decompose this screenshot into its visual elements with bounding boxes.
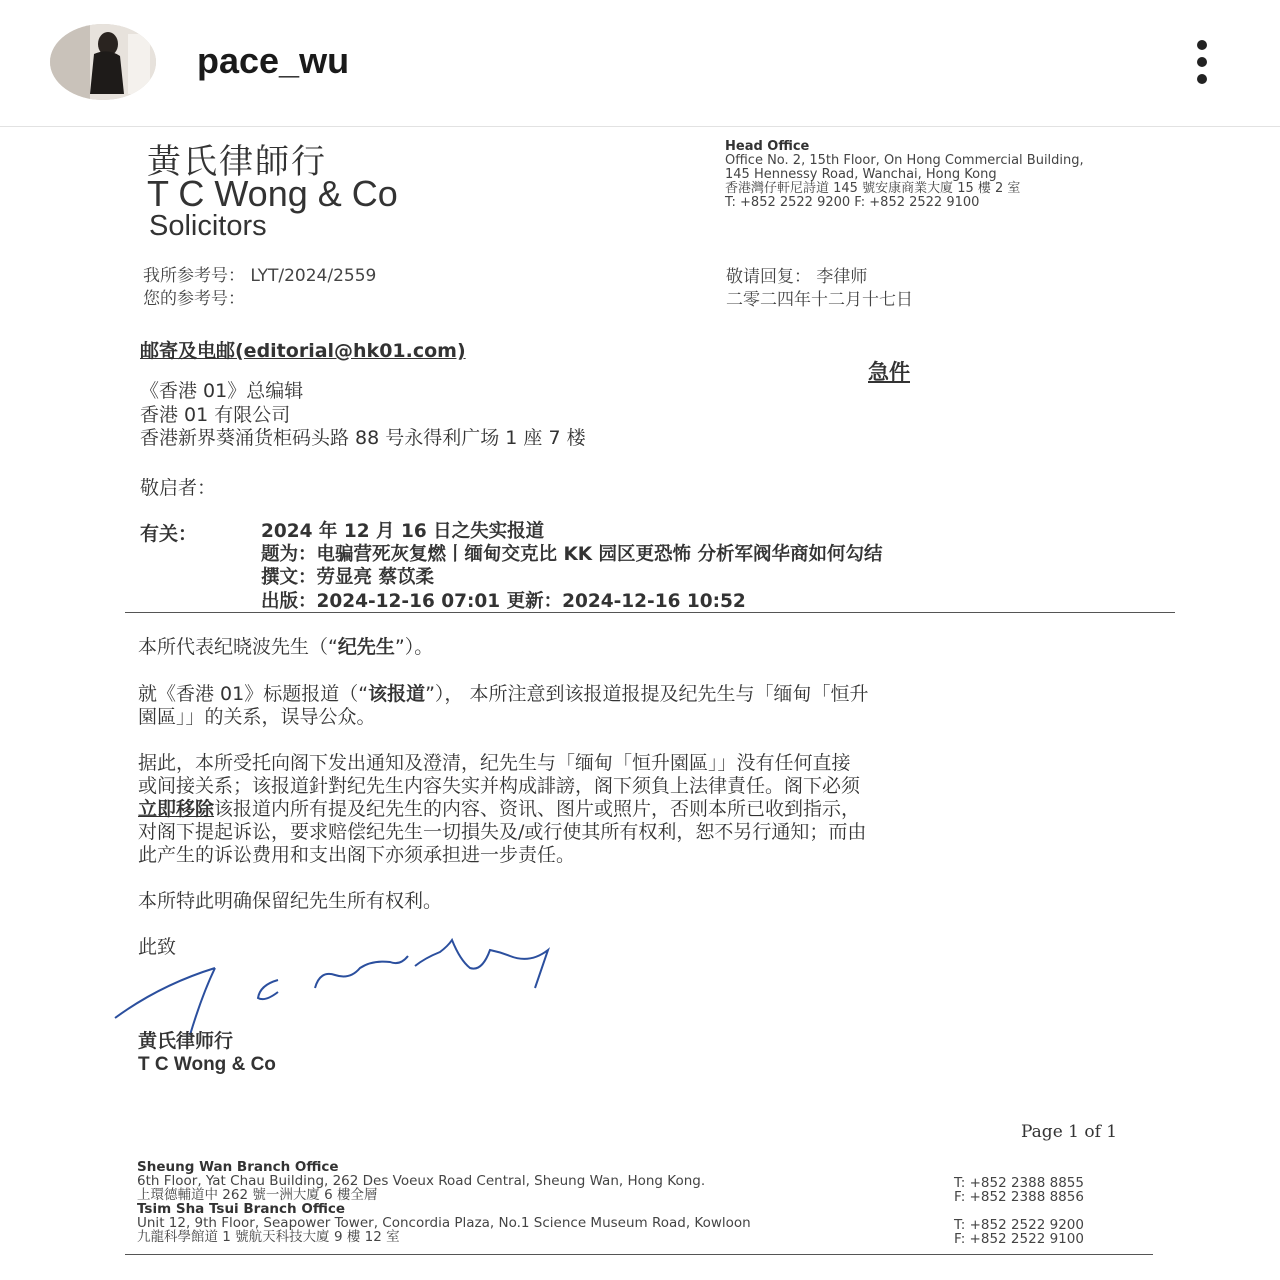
re-line: 撰文：劳显亮 蔡苡柔 — [261, 567, 434, 589]
recipient-line: 香港 01 有限公司 — [140, 403, 291, 426]
recipient-line: 《香港 01》总编辑 — [140, 380, 304, 402]
recipient-address — [140, 380, 586, 451]
firm-subtitle: Solicitors — [149, 210, 267, 242]
head-office-line2: 145 Hennessy Road, Wanchai, Hong Kong — [725, 167, 997, 182]
head-office-title: Head Office — [725, 139, 810, 154]
paragraph-3: 据此，本所受托向阁下发出通知及澄清，纪先生与「缅甸「恒升園區」」没有任何直接 或间接关系；该报道針對纪先生内容失实并构成誹謗，阁下须負上法律責任。阁下必须 立即移除该报道内所有提及纪先生的内容、资讯、图片或照片，否则本所已收到指示， 对阁下提起诉讼，要求赔偿纪先生一切損失及/或行使其所有权利，恕不另行通知；而由 此产生的诉讼费用和支出阁下亦须承担进一步责任。 — [138, 752, 867, 866]
firm-name-zh: 黃氏律師行 — [147, 142, 327, 182]
signatory-zh: 黄氏律师行 — [138, 1030, 234, 1052]
salutation: 敬启者： — [140, 477, 217, 499]
head-office-line3: 香港灣仔軒尼詩道 145 號安康商業大廈 15 樓 2 室 — [725, 181, 1021, 196]
tst-line1: Unit 12, 9th Floor, Seapower Tower, Concordia Plaza, No.1 Science Museum Road, Kowloon — [137, 1215, 751, 1231]
signatory-en: T C Wong & Co — [138, 1054, 276, 1075]
reply-to: 敬请回复： 李律师 — [726, 267, 868, 287]
footer-divider — [125, 1254, 1153, 1255]
reference-block — [143, 265, 376, 311]
signature-icon — [110, 930, 560, 1040]
your-ref: 您的参考号： — [143, 289, 245, 309]
tst-title: Tsim Sha Tsui Branch Office — [137, 1201, 346, 1217]
head-office-line1: Office No. 2, 15th Floor, On Hong Commercial Building, — [725, 153, 1084, 168]
tst-line2: 九龍科學館道 1 號航天科技大廈 9 樓 12 室 — [137, 1229, 400, 1245]
re-subject — [261, 520, 883, 613]
re-line: 出版：2024-12-16 07:01 更新：2024-12-16 10:52 — [261, 590, 746, 612]
paragraph-1: 本所代表纪晓波先生（“纪先生”）。 — [138, 636, 434, 658]
sw-fax: F: +852 2388 8856 — [954, 1189, 1084, 1205]
our-ref: 我所参考号： LYT/2024/2559 — [143, 266, 377, 286]
delivery-method: 邮寄及电邮(editorial@hk01.com) — [140, 340, 466, 362]
username[interactable]: pace_wu — [197, 40, 350, 81]
re-line: 2024 年 12 月 16 日之失实报道 — [261, 521, 545, 542]
paragraph-4: 本所特此明确保留纪先生所有权利。 — [138, 890, 443, 912]
subject-divider — [125, 612, 1175, 613]
footer-branches — [137, 1160, 751, 1244]
sw-line1: 6th Floor, Yat Chau Building, 262 Des Voeux Road Central, Sheung Wan, Hong Kong. — [137, 1173, 706, 1189]
re-line: 题为：电骗营死灰复燃丨缅甸交克比 KK 园区更恐怖 分析军阀华商如何勾结 — [261, 544, 883, 566]
reply-block — [726, 266, 913, 312]
page-number: Page 1 of 1 — [1021, 1122, 1118, 1142]
head-office-block — [725, 140, 1084, 210]
tst-fax: F: +852 2522 9100 — [954, 1231, 1084, 1247]
sw-line2: 上環德輔道中 262 號一洲大廈 6 樓全層 — [137, 1187, 378, 1203]
head-office-phone: T: +852 2522 9200 F: +852 2522 9100 — [725, 195, 980, 210]
letter-date: 二零二四年十二月十七日 — [726, 290, 913, 310]
re-label: 有关： — [140, 523, 198, 545]
recipient-line: 香港新界葵涌货柜码头路 88 号永得利广场 1 座 7 楼 — [140, 427, 586, 449]
sw-tel: T: +852 2388 8855 — [954, 1175, 1084, 1191]
paragraph-2: 就《香港 01》标题报道（“该报道”）， 本所注意到该报道报提及纪先生与「缅甸「恒升 園區」」的关系，误导公众。 — [138, 683, 869, 728]
closing: 此致 — [138, 936, 177, 958]
footer-phones — [954, 1176, 1084, 1246]
signatory — [138, 1029, 276, 1077]
tst-tel: T: +852 2522 9200 — [954, 1217, 1084, 1233]
firm-name-en: T C Wong & Co — [147, 173, 398, 214]
urgent-label: 急件 — [868, 360, 910, 384]
sw-title: Sheung Wan Branch Office — [137, 1159, 339, 1175]
